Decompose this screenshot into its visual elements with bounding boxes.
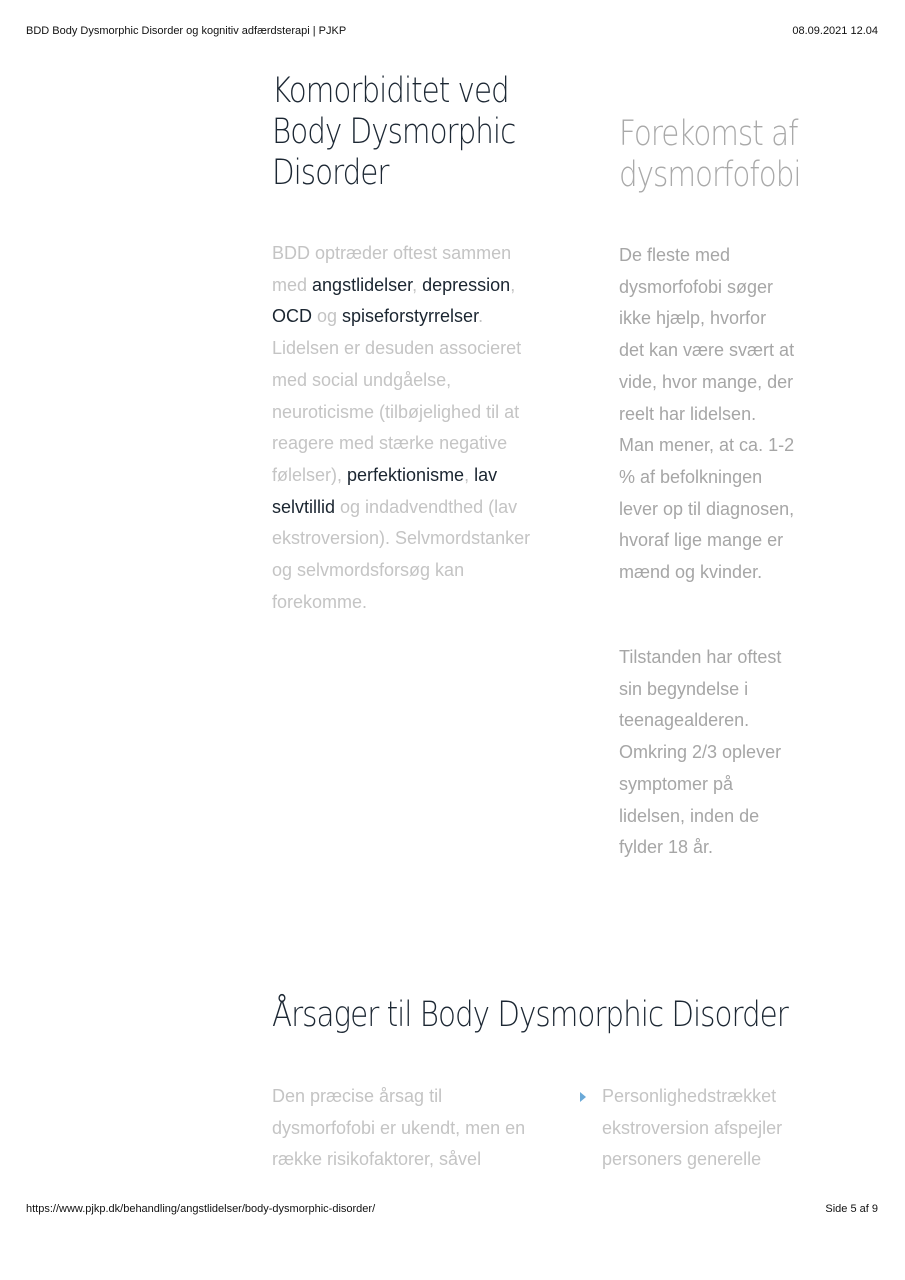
causes-heading: Årsager til Body Dysmorphic Disorder	[272, 995, 788, 1035]
comorbidity-text-3: og indadvendthed (lav ekstroversion). Selvmordstanker og selvmordsforsøg kan forekomme.	[272, 496, 531, 612]
comorbidity-paragraph	[272, 238, 534, 618]
link-anxiety[interactable]: angstlidelser	[312, 274, 413, 295]
caret-right-icon	[580, 1092, 586, 1102]
link-perfectionism[interactable]: perfektionisme	[347, 464, 465, 485]
link-depression[interactable]: depression	[422, 274, 511, 295]
print-header	[26, 25, 878, 37]
comorbidity-heading: Komorbiditet ved Body Dysmorphic Disorder	[272, 71, 516, 193]
separator: ,	[510, 274, 516, 295]
link-eating-disorders[interactable]: spiseforstyrrelser	[342, 306, 479, 327]
prevalence-paragraph-2: Tilstanden har oftest sin begyndelse i teenagealderen. Omkring 2/3 oplever symptomer på lidelsen, inden de fylder 18 år.	[619, 647, 782, 858]
link-ocd[interactable]: OCD	[272, 306, 312, 327]
separator: og	[312, 306, 343, 327]
prevalence-heading: Forekomst af dysmorfofobi	[619, 114, 801, 195]
bullet-text: Personlighedstrækket ekstroversion afspejler personers generelle	[602, 1086, 783, 1170]
print-datetime: 08.09.2021 12.04	[792, 25, 878, 37]
separator: ,	[412, 274, 423, 295]
page-number: Side 5 af 9	[825, 1203, 878, 1215]
causes-bullet-item	[578, 1081, 808, 1176]
causes-paragraph: Den præcise årsag til dysmorfofobi er ukendt, men en række risikofaktorer, såvel	[272, 1086, 526, 1170]
page-title: BDD Body Dysmorphic Disorder og kognitiv adfærdsterapi | PJKP	[26, 25, 347, 37]
print-footer	[26, 1203, 878, 1215]
link-low-self-esteem[interactable]: lav selvtillid	[272, 464, 498, 517]
prevalence-paragraph-1: De fleste med dysmorfofobi søger ikke hjælp, hvorfor det kan være svært at vide, hvor mange, der reelt har lidelsen. Man mener, at ca. 1-2 % af befolkningen lever op til diagnosen, hvoraf lige mange er mænd og kvinder.	[619, 245, 795, 583]
page-url: https://www.pjkp.dk/behandling/angstlidelser/body-dysmorphic-disorder/	[26, 1203, 376, 1215]
comorbidity-text-2: . Lidelsen er desuden associeret med social undgåelse, neuroticisme (tilbøjelighed til at reagere med stærke negative følelser),	[272, 306, 522, 485]
separator: ,	[464, 464, 475, 485]
comorbidity-text-1: BDD optræder oftest sammen med	[272, 243, 512, 295]
